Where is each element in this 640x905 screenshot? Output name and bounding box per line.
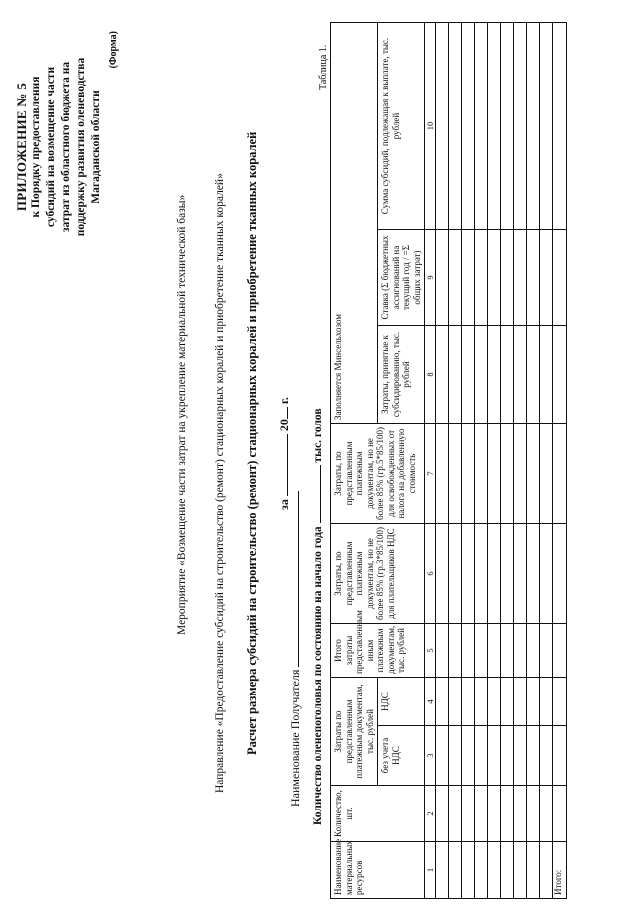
column-number: 7 bbox=[425, 424, 436, 524]
table-cell[interactable] bbox=[540, 23, 553, 230]
table-cell[interactable] bbox=[436, 842, 449, 899]
table-cell[interactable] bbox=[449, 424, 462, 524]
header-without-vat: без учета НДС bbox=[378, 726, 425, 786]
table-cell[interactable] bbox=[501, 624, 514, 678]
table-cell[interactable] bbox=[540, 524, 553, 624]
form-label: (Форма) bbox=[108, 31, 119, 69]
table-cell[interactable] bbox=[436, 326, 449, 424]
recipient-line bbox=[288, 491, 303, 807]
table-cell[interactable] bbox=[462, 786, 475, 842]
table-cell[interactable] bbox=[527, 326, 540, 424]
year-blank[interactable] bbox=[287, 407, 288, 419]
table-cell[interactable] bbox=[514, 230, 527, 326]
table-cell[interactable] bbox=[527, 678, 540, 726]
table-cell[interactable] bbox=[514, 842, 527, 899]
table-cell[interactable] bbox=[488, 424, 501, 524]
appendix-line: к Порядку предоставления bbox=[30, 76, 42, 218]
column-number-row bbox=[425, 23, 436, 899]
table-label: Таблица 1. bbox=[318, 44, 329, 90]
table-cell[interactable] bbox=[540, 424, 553, 524]
table-cell[interactable] bbox=[527, 786, 540, 842]
recipient-blank[interactable] bbox=[298, 491, 299, 667]
table-cell[interactable] bbox=[488, 326, 501, 424]
table-cell[interactable] bbox=[488, 23, 501, 230]
column-number: 9 bbox=[425, 230, 436, 326]
header-costs-group: Затраты по представленным платежным документам, тыс. рублей bbox=[331, 678, 378, 786]
table-cell[interactable] bbox=[540, 230, 553, 326]
table-cell[interactable] bbox=[501, 23, 514, 230]
table-cell[interactable] bbox=[527, 230, 540, 326]
table-cell[interactable] bbox=[488, 624, 501, 678]
table-cell[interactable] bbox=[488, 524, 501, 624]
period-suffix: г. bbox=[277, 397, 291, 405]
table-cell[interactable] bbox=[514, 678, 527, 726]
table-cell[interactable] bbox=[553, 726, 567, 786]
table-row bbox=[514, 23, 527, 899]
table-cell[interactable] bbox=[553, 524, 567, 624]
table-cell[interactable] bbox=[553, 424, 567, 524]
appendix-header bbox=[14, 27, 121, 267]
table-cell[interactable] bbox=[501, 524, 514, 624]
table-row bbox=[488, 23, 501, 899]
table-cell[interactable] bbox=[540, 842, 553, 899]
table-cell[interactable] bbox=[462, 726, 475, 786]
table-cell[interactable] bbox=[514, 424, 527, 524]
table-cell[interactable] bbox=[527, 842, 540, 899]
table-cell[interactable] bbox=[527, 23, 540, 230]
recipient-label: Наименование Получателя bbox=[288, 669, 302, 807]
table-row bbox=[449, 23, 462, 899]
appendix-line: субсидий на возмещение части bbox=[45, 66, 57, 228]
table-cell[interactable] bbox=[553, 23, 567, 230]
calculation-title: Расчет размера субсидий на строительство (ремонт) стационарных коралей и приобретение тканных коралей bbox=[245, 131, 259, 755]
table-cell[interactable] bbox=[488, 786, 501, 842]
table-cell[interactable] bbox=[436, 726, 449, 786]
header-materials: Наименование материальных ресурсов bbox=[331, 842, 425, 899]
table-cell[interactable] bbox=[475, 326, 488, 424]
header-accepted-costs: Затраты, принятые к субсидированию, тыс. рублей bbox=[378, 326, 425, 424]
table-row bbox=[462, 23, 475, 899]
table-cell[interactable] bbox=[540, 786, 553, 842]
table-cell[interactable] bbox=[436, 786, 449, 842]
header-rate: Ставка (Σ бюджетных ассигнований на текущий год / =Σ общих затрат) bbox=[378, 230, 425, 326]
table-cell[interactable] bbox=[449, 23, 462, 230]
appendix-line: поддержку развития оленеводства bbox=[75, 57, 87, 237]
table-row bbox=[501, 23, 514, 899]
table-cell[interactable] bbox=[475, 524, 488, 624]
table-cell[interactable] bbox=[462, 524, 475, 624]
column-number: 8 bbox=[425, 326, 436, 424]
direction-title: Направление «Предоставление субсидий на строительство (ремонт) стационарных коралей и приобретение тканных коралей» bbox=[214, 173, 226, 793]
livestock-blank[interactable] bbox=[320, 465, 321, 523]
table-cell[interactable] bbox=[540, 726, 553, 786]
table-row bbox=[475, 23, 488, 899]
table-cell[interactable] bbox=[488, 678, 501, 726]
table-cell[interactable] bbox=[501, 678, 514, 726]
table-cell[interactable] bbox=[462, 842, 475, 899]
header-costs-vat-exempt: Затраты, по представленным платежным документам, но не более 85% (гр.5*85/100) для освобожденных от налога на добавленную стоимость bbox=[331, 424, 425, 524]
measure-title: Мероприятие «Возмещение части затрат на укрепление материальной технической базы» bbox=[176, 194, 188, 635]
table-cell[interactable] bbox=[475, 424, 488, 524]
table-cell[interactable] bbox=[449, 326, 462, 424]
header-quantity: Количество, шт. bbox=[331, 786, 425, 842]
table-cell[interactable] bbox=[527, 524, 540, 624]
table-cell[interactable] bbox=[436, 524, 449, 624]
table-cell[interactable] bbox=[462, 23, 475, 230]
table-cell[interactable] bbox=[514, 726, 527, 786]
table-cell[interactable] bbox=[553, 624, 567, 678]
table-cell[interactable] bbox=[501, 842, 514, 899]
table-row bbox=[436, 23, 449, 899]
table-cell[interactable] bbox=[488, 726, 501, 786]
table-cell[interactable] bbox=[553, 786, 567, 842]
column-number: 3 bbox=[425, 726, 436, 786]
table-cell[interactable] bbox=[488, 842, 501, 899]
livestock-line bbox=[312, 408, 324, 825]
table-cell[interactable] bbox=[475, 230, 488, 326]
header-total-costs: Итого затраты представленным иным платежным документам, тыс. рублей bbox=[331, 624, 425, 678]
table-row bbox=[540, 23, 553, 899]
table-cell[interactable] bbox=[436, 424, 449, 524]
column-number: 4 bbox=[425, 678, 436, 726]
table-cell[interactable] bbox=[514, 786, 527, 842]
table-cell[interactable] bbox=[436, 624, 449, 678]
table-cell[interactable] bbox=[475, 678, 488, 726]
total-label: Итого: bbox=[553, 842, 567, 899]
table-cell[interactable] bbox=[514, 23, 527, 230]
table-cell[interactable] bbox=[436, 230, 449, 326]
table-cell[interactable] bbox=[462, 424, 475, 524]
table-cell[interactable] bbox=[501, 230, 514, 326]
header-vat: НДС bbox=[378, 678, 425, 726]
table-cell[interactable] bbox=[553, 326, 567, 424]
subsidy-calculation-table bbox=[330, 22, 567, 899]
table-cell[interactable] bbox=[449, 786, 462, 842]
table-cell[interactable] bbox=[514, 524, 527, 624]
table-cell[interactable] bbox=[527, 624, 540, 678]
column-number: 2 bbox=[425, 786, 436, 842]
column-number: 6 bbox=[425, 524, 436, 624]
table-cell[interactable] bbox=[449, 678, 462, 726]
table-cell[interactable] bbox=[501, 326, 514, 424]
table-cell[interactable] bbox=[449, 726, 462, 786]
table-cell[interactable] bbox=[475, 842, 488, 899]
header-row bbox=[331, 23, 378, 899]
table-cell[interactable] bbox=[501, 786, 514, 842]
table-cell[interactable] bbox=[540, 326, 553, 424]
livestock-label: Количество оленепоголовья по состоянию на начало года bbox=[312, 526, 324, 825]
table-cell[interactable] bbox=[527, 726, 540, 786]
table-cell[interactable] bbox=[475, 624, 488, 678]
period-year-prefix: 20 bbox=[277, 419, 291, 432]
table-cell[interactable] bbox=[449, 624, 462, 678]
table-cell[interactable] bbox=[436, 23, 449, 230]
table-cell[interactable] bbox=[462, 230, 475, 326]
column-number: 10 bbox=[425, 23, 436, 230]
table-cell[interactable] bbox=[436, 678, 449, 726]
table-cell[interactable] bbox=[527, 424, 540, 524]
table-cell[interactable] bbox=[462, 624, 475, 678]
column-number: 5 bbox=[425, 624, 436, 678]
table-cell[interactable] bbox=[449, 524, 462, 624]
column-number: 1 bbox=[425, 842, 436, 899]
appendix-heading: ПРИЛОЖЕНИЕ № 5 bbox=[14, 82, 29, 212]
table-cell[interactable] bbox=[540, 624, 553, 678]
table-cell[interactable] bbox=[449, 842, 462, 899]
livestock-unit: тыс. голов bbox=[312, 408, 324, 463]
header-costs-vat-payers: Затраты, по представленным платежным документам, но не более 85% (гр.3*85/100) для плательщиков НДС bbox=[331, 524, 425, 624]
table-cell[interactable] bbox=[553, 230, 567, 326]
table-cell[interactable] bbox=[475, 786, 488, 842]
table-cell[interactable] bbox=[449, 230, 462, 326]
table-cell[interactable] bbox=[514, 624, 527, 678]
table-cell[interactable] bbox=[462, 678, 475, 726]
table-row bbox=[527, 23, 540, 899]
table-cell[interactable] bbox=[488, 230, 501, 326]
table-cell[interactable] bbox=[501, 726, 514, 786]
table-cell[interactable] bbox=[462, 326, 475, 424]
period-blank[interactable] bbox=[287, 434, 288, 496]
period-prefix: за bbox=[277, 499, 291, 510]
table-cell[interactable] bbox=[501, 424, 514, 524]
header-subsidy-amount: Сумма субсидий, подлежащая к выплате, тыс. рублей bbox=[378, 23, 425, 230]
header-ministry-group: Заполняется Минсельхозом bbox=[331, 23, 378, 424]
table-cell[interactable] bbox=[553, 678, 567, 726]
table-cell[interactable] bbox=[540, 678, 553, 726]
appendix-line: затрат из областного бюджета на bbox=[60, 61, 72, 233]
appendix-line: Магаданской области bbox=[90, 90, 102, 204]
table-cell[interactable] bbox=[475, 726, 488, 786]
table-cell[interactable] bbox=[514, 326, 527, 424]
total-row bbox=[553, 23, 567, 899]
table-cell[interactable] bbox=[475, 23, 488, 230]
